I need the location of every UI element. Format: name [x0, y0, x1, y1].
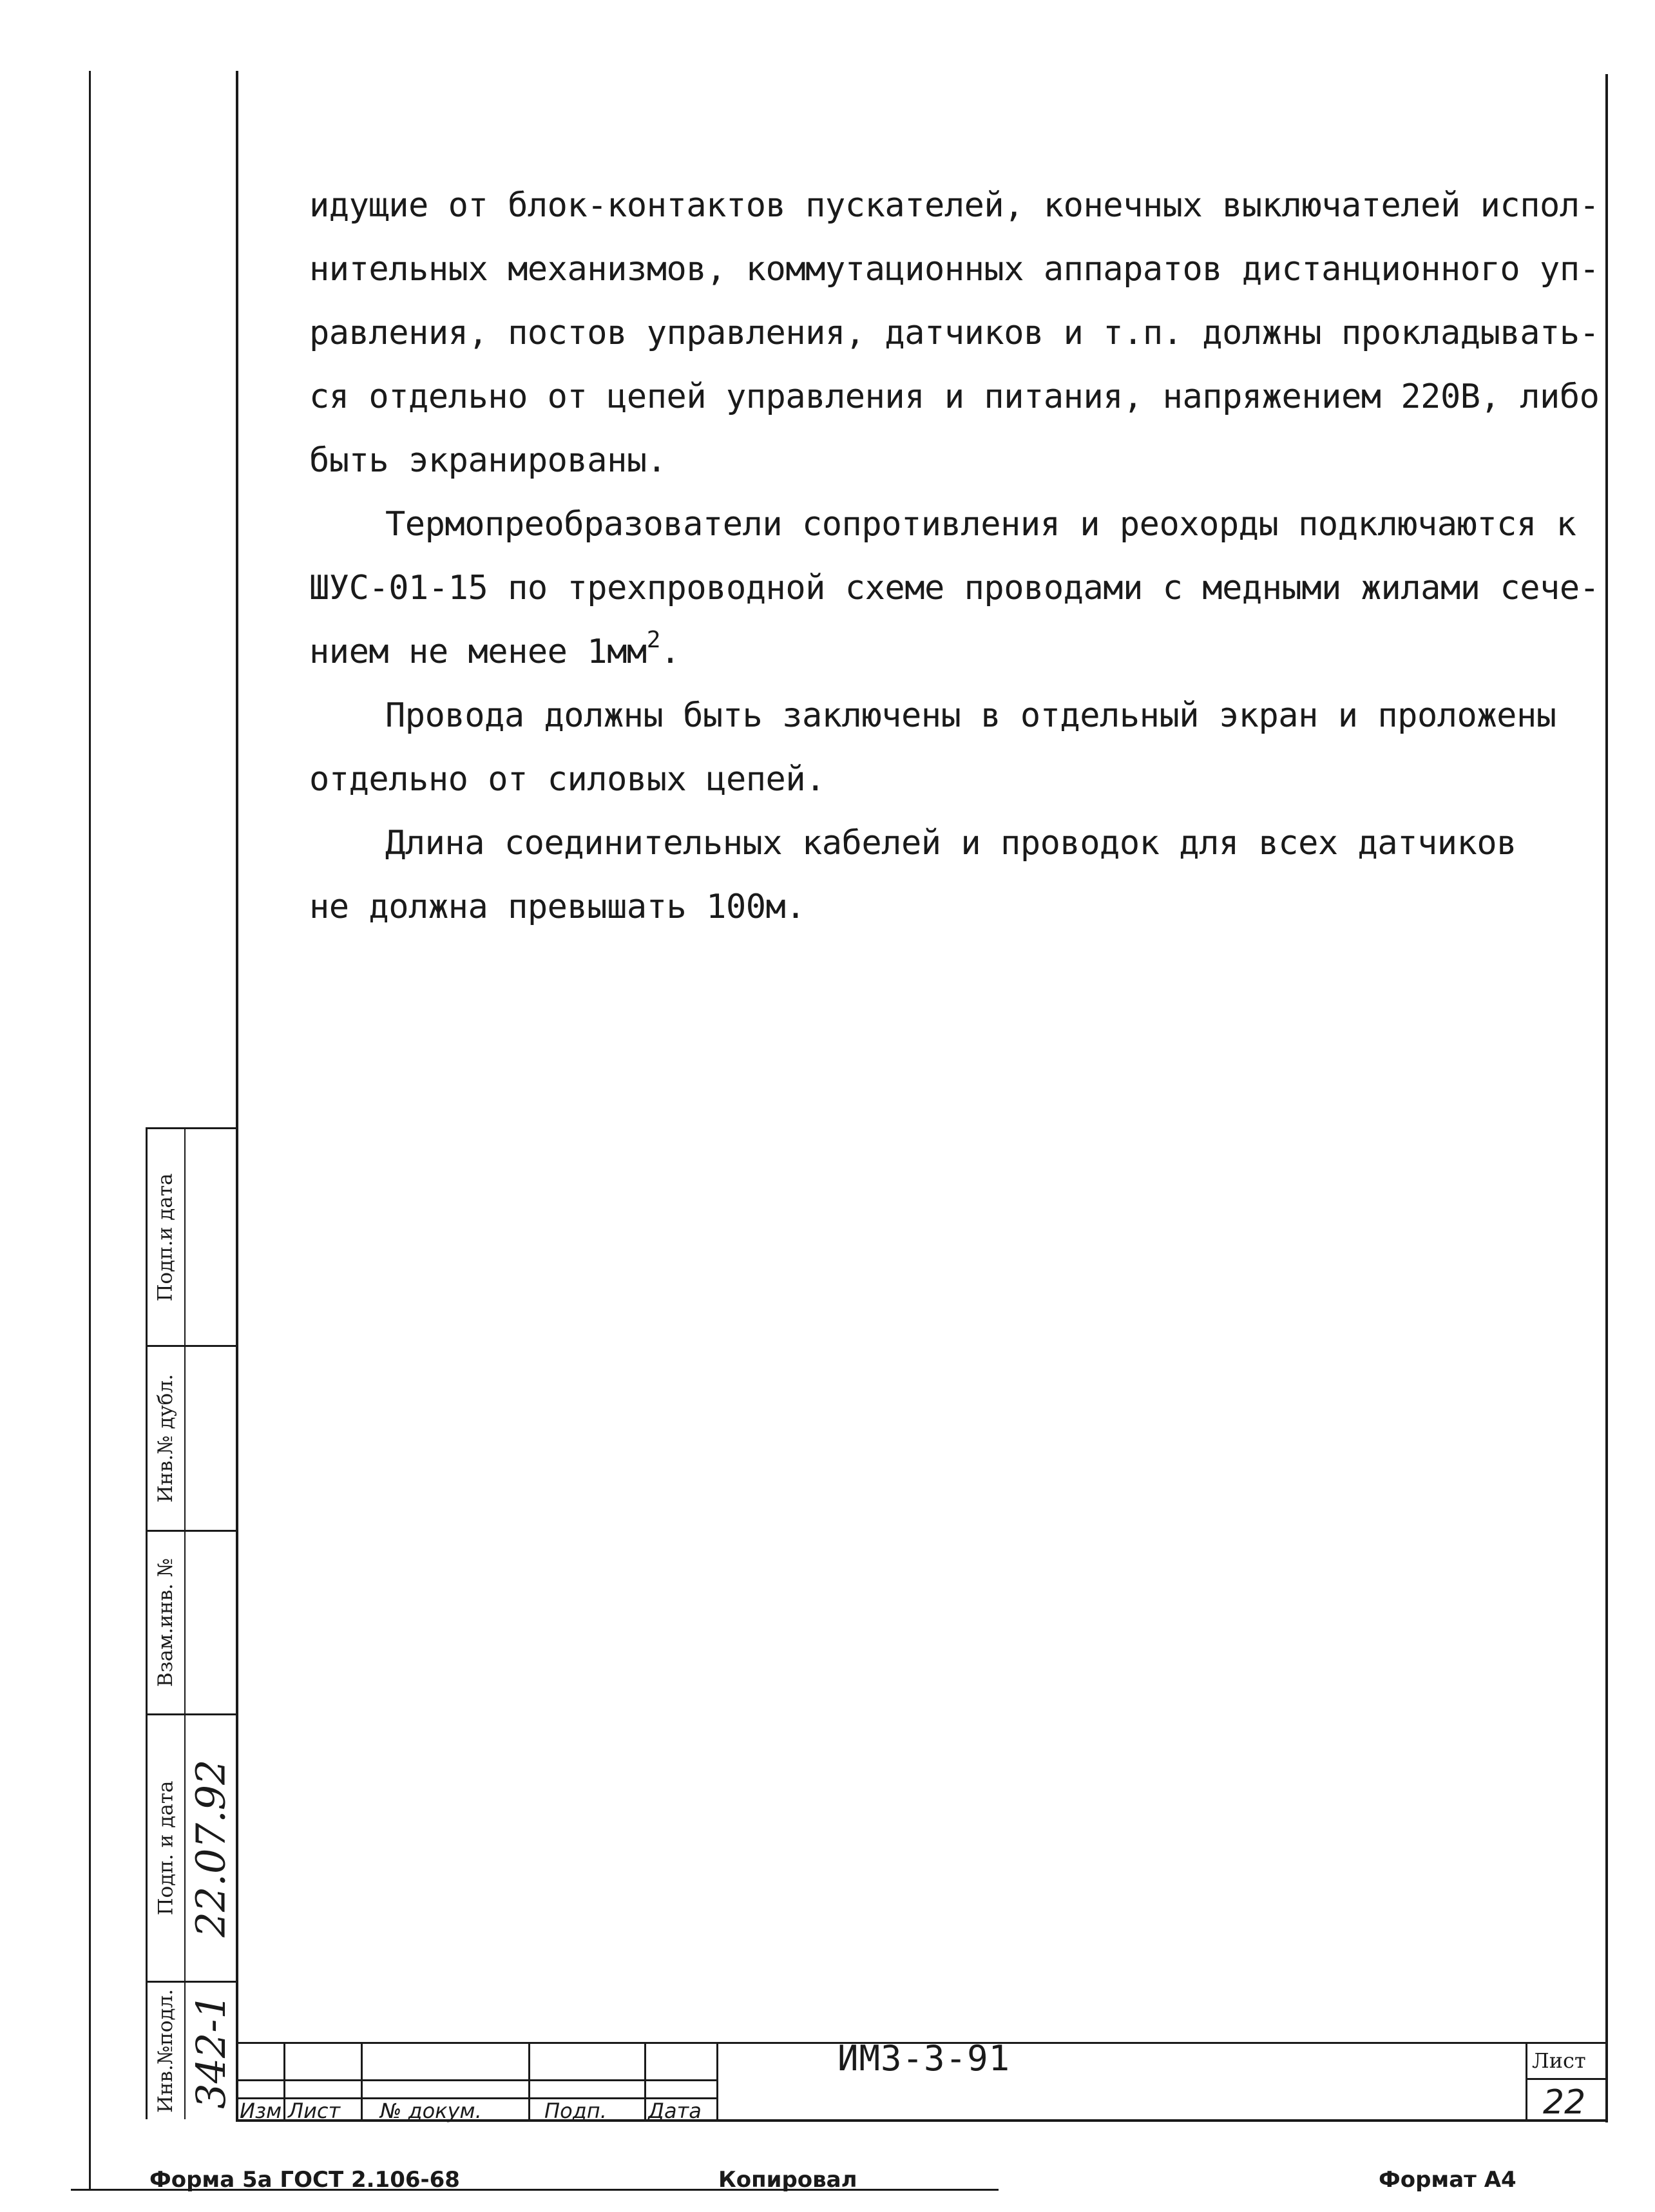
- document-code: ИМЗ-3-91: [837, 2038, 1011, 2079]
- footer-copied: Копировал: [718, 2167, 857, 2193]
- paragraph-2: [309, 493, 1600, 684]
- text-line: не должна превышать 100м.: [309, 888, 806, 926]
- side-label-cell: [147, 1715, 184, 1981]
- side-label-podp-data-top: Подп.и дата: [154, 1172, 177, 1302]
- text-span: .: [660, 633, 680, 671]
- sheet-label: Лист: [1532, 2048, 1586, 2073]
- side-label-vzam-inv: Взам.инв. №: [154, 1558, 177, 1687]
- side-label-cell: [147, 1532, 184, 1713]
- paragraph-3: [309, 684, 1585, 812]
- title-block-col-line: [716, 2042, 718, 2121]
- text-line: Длина соединительных кабелей и проводок для всех датчиков: [385, 824, 1516, 863]
- title-block-col-line: [644, 2042, 646, 2121]
- side-label-cell: [147, 1347, 184, 1530]
- handwritten-inv-cell: [186, 1983, 236, 2119]
- paragraph-4: [309, 812, 1585, 939]
- text-line: [309, 620, 1585, 684]
- handwritten-date-cell: [186, 1715, 236, 1981]
- title-block-col-line: [283, 2042, 285, 2121]
- title-block-col-line: [528, 2042, 530, 2121]
- text-line: Провода должны быть заключены в отдельный экран и проложены: [385, 696, 1556, 735]
- frame-right-line: [1605, 74, 1608, 2122]
- header-doc: № докум.: [380, 2099, 482, 2123]
- text-span: нием не менее 1мм: [309, 633, 647, 671]
- footer-format: Формат А4: [1379, 2167, 1516, 2193]
- header-izm: Изм: [240, 2099, 282, 2123]
- outer-left-border: [89, 71, 91, 2190]
- header-podp: Подп.: [544, 2099, 607, 2123]
- frame-left-line: [236, 71, 238, 2121]
- title-block-col-line: [1526, 2042, 1527, 2121]
- text-line: быть экранированы.: [309, 441, 667, 480]
- text-line: ся отдельно от цепей управления и питания, напряжением 220В, либо: [309, 377, 1600, 416]
- side-label-inv-podl: Инв.№подл.: [154, 1988, 178, 2113]
- header-data: Дата: [648, 2099, 702, 2123]
- sheet-number: 22: [1543, 2083, 1586, 2122]
- text-line: Термопреобразователи сопротивления и реохорды подключаются к: [385, 505, 1576, 544]
- superscript: 2: [646, 627, 660, 653]
- handwritten-inv-number: 342-1: [187, 1993, 234, 2109]
- title-block-sheet-line: [1526, 2078, 1608, 2080]
- side-label-cell: [147, 1983, 184, 2119]
- paragraph-1: [309, 174, 1600, 493]
- side-label-inv-dubl: Инв.№ дубл.: [154, 1374, 178, 1503]
- title-block-col-line: [361, 2042, 363, 2121]
- header-list: Лист: [288, 2099, 341, 2123]
- footer-form: Форма 5а ГОСТ 2.106-68: [149, 2167, 460, 2193]
- body-text: [309, 174, 1600, 939]
- text-line: ШУС-01-15 по трехпроводной схеме проводами с медными жилами сече-: [309, 569, 1600, 607]
- text-line: отдельно от силовых цепей.: [309, 760, 825, 799]
- side-label-podp-data: Подп. и дата: [154, 1780, 177, 1916]
- side-label-cell: [147, 1129, 184, 1345]
- handwritten-signature-date: 22.07.92: [187, 1759, 234, 1938]
- text-line: равления, постов управления, датчиков и т.п. должны прокладывать-: [309, 314, 1600, 352]
- text-line: нительных механизмов, коммутационных аппаратов дистанционного уп-: [309, 250, 1600, 289]
- text-line: идущие от блок-контактов пускателей, конечных выключателей испол-: [309, 186, 1600, 225]
